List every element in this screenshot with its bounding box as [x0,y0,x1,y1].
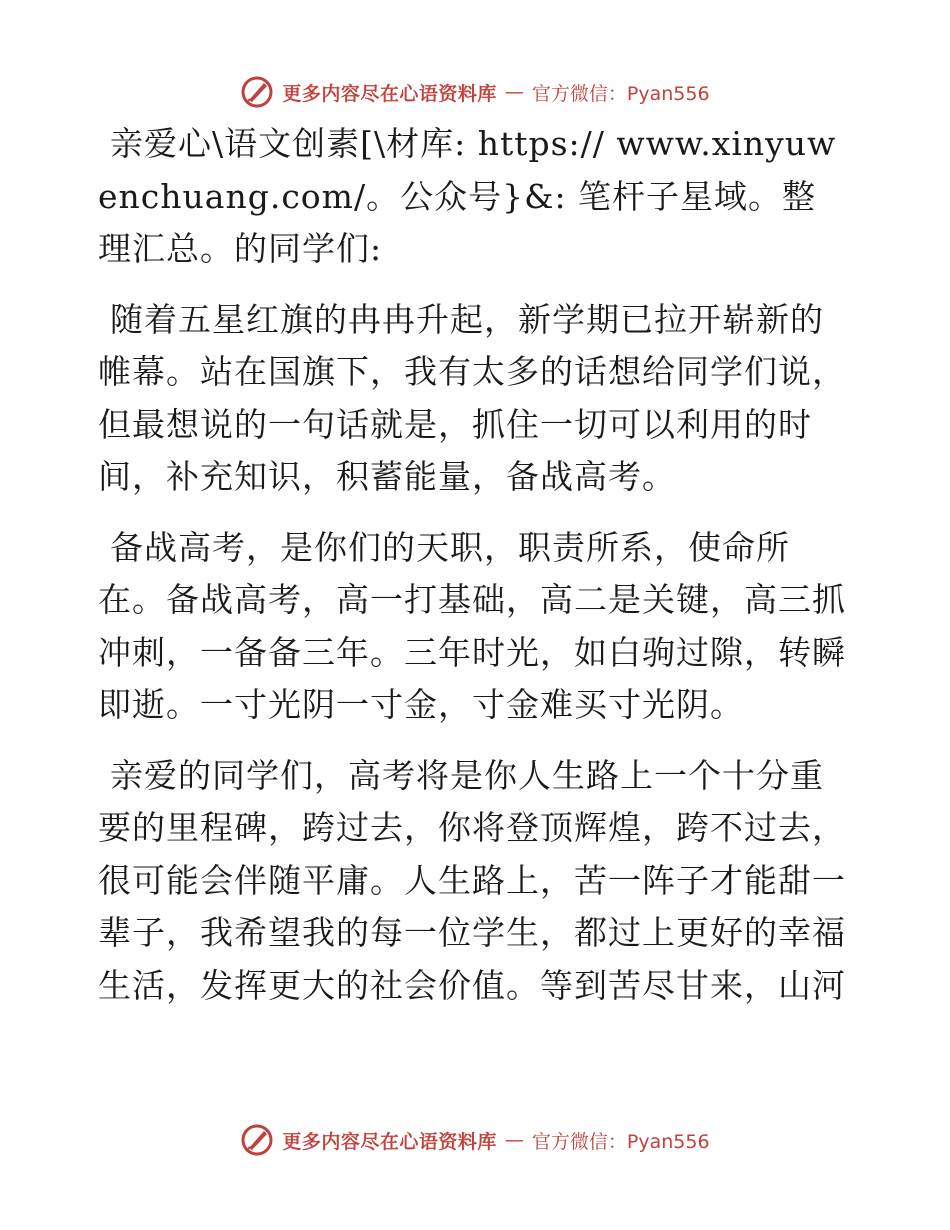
banner-separator: — [504,1129,524,1151]
banner-site-text: 更多内容尽在心语资料库 [282,82,497,105]
header-watermark-banner [0,70,950,114]
document-body [98,118,850,1030]
footer-watermark-banner [0,1118,950,1162]
banner-wechat-id: 官方微信：Pyan556 [531,82,710,105]
banner-site-text: 更多内容尽在心语资料库 [282,1130,497,1153]
paragraph-2: 备战高考，是你们的天职，职责所系，使命所在。备战高考，高一打基础，高二是关键，高三抓冲刺，一备备三年。三年时光，如白驹过隙，转瞬即逝。一寸光阴一寸金，寸金难买寸光阴。 [98,527,846,724]
paragraph-greeting: 亲爱心\语文创素[\材库: https:// www.xinyuwenchuang.com/。公众号}&: 笔杆子星域。整理汇总。的同学们: [98,124,837,268]
banner-wechat-id: 官方微信：Pyan556 [531,1130,710,1153]
quill-logo-icon [240,75,274,109]
paragraph-3: 亲爱的同学们，高考将是你人生路上一个十分重要的里程碑，跨过去，你将登顶辉煌，跨不过去，很可能会伴随平庸。人生路上，苦一阵子才能甜一辈子，我希望我的每一位学生，都过上更好的幸福生活，发挥更大的社会价值。等到苦尽甘来，山河 [98,755,846,1005]
banner-separator: — [504,81,524,103]
quill-logo-icon [240,1123,274,1157]
paragraph-1: 随着五星红旗的冉冉升起，新学期已拉开崭新的帷幕。站在国旗下，我有太多的话想给同学们说，但最想说的一句话就是，抓住一切可以利用的时间，补充知识，积蓄能量，备战高考。 [98,299,846,496]
